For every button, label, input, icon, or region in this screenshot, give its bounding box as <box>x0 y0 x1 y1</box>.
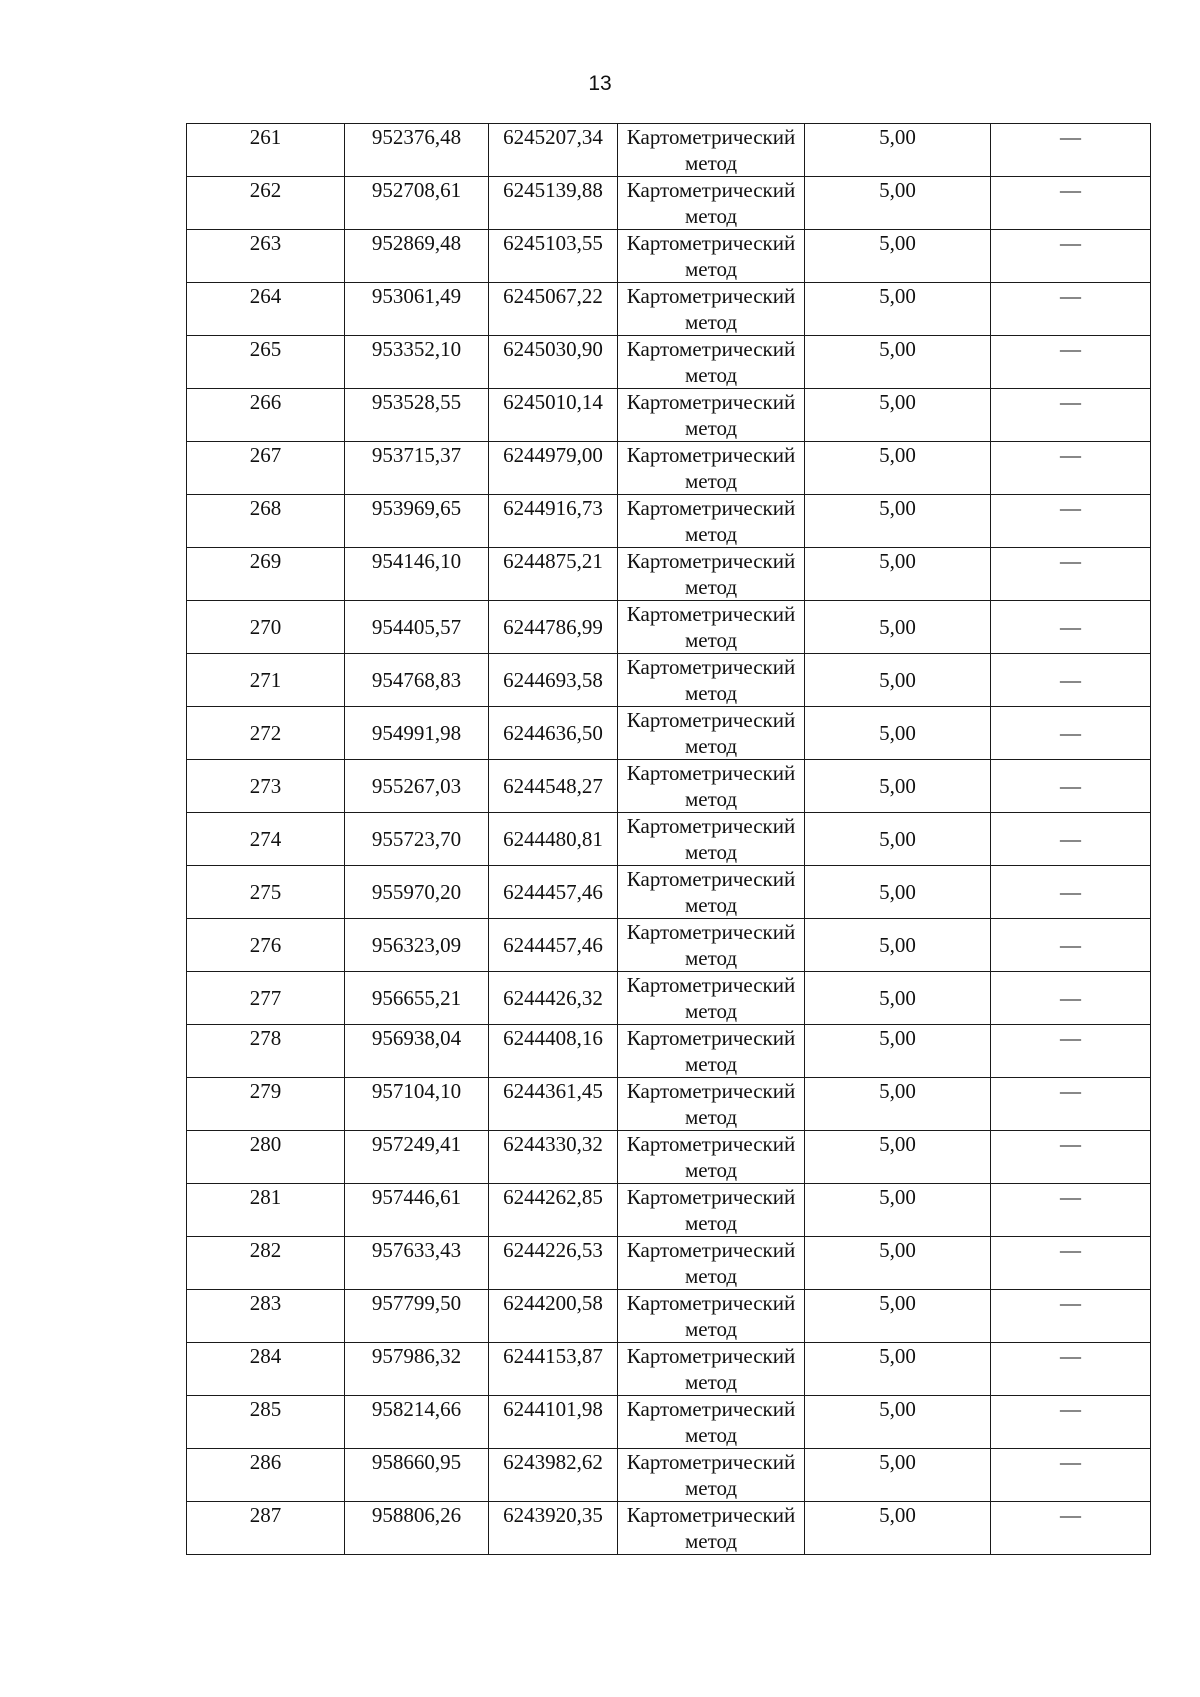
method-line-2: метод <box>684 1423 738 1447</box>
method-line-2: метод <box>684 416 738 440</box>
method-cell <box>618 1131 805 1184</box>
description-cell: — <box>991 1184 1151 1237</box>
method-line-1: Картометрический <box>626 337 796 361</box>
table-row <box>187 1343 1151 1396</box>
x-coordinate-cell: 958660,95 <box>345 1449 489 1502</box>
table-row <box>187 1184 1151 1237</box>
method-cell <box>618 1237 805 1290</box>
point-number-cell: 271 <box>187 654 345 707</box>
description-cell: — <box>991 1131 1151 1184</box>
description-cell: — <box>991 760 1151 813</box>
method-line-1: Картометрический <box>626 443 796 467</box>
accuracy-cell: 5,00 <box>805 1078 991 1131</box>
table-row <box>187 760 1151 813</box>
point-number-cell: 265 <box>187 336 345 389</box>
method-line-1: Картометрический <box>626 708 796 732</box>
description-cell: — <box>991 1237 1151 1290</box>
y-coordinate-cell: 6244979,00 <box>489 442 618 495</box>
table-row <box>187 1290 1151 1343</box>
table-row <box>187 813 1151 866</box>
description-cell: — <box>991 866 1151 919</box>
method-line-1: Картометрический <box>626 602 796 626</box>
x-coordinate-cell: 956323,09 <box>345 919 489 972</box>
table-row <box>187 1025 1151 1078</box>
method-line-1: Картометрический <box>626 867 796 891</box>
method-line-1: Картометрический <box>626 125 796 149</box>
method-line-2: метод <box>684 893 738 917</box>
x-coordinate-cell: 953528,55 <box>345 389 489 442</box>
x-coordinate-cell: 952376,48 <box>345 124 489 177</box>
accuracy-cell: 5,00 <box>805 1396 991 1449</box>
table-row <box>187 654 1151 707</box>
x-coordinate-cell: 955267,03 <box>345 760 489 813</box>
x-coordinate-cell: 952869,48 <box>345 230 489 283</box>
y-coordinate-cell: 6244408,16 <box>489 1025 618 1078</box>
description-cell: — <box>991 1290 1151 1343</box>
table-row <box>187 1131 1151 1184</box>
y-coordinate-cell: 6245030,90 <box>489 336 618 389</box>
method-line-2: метод <box>684 1370 738 1394</box>
accuracy-cell: 5,00 <box>805 972 991 1025</box>
method-line-2: метод <box>684 469 738 493</box>
method-line-2: метод <box>684 787 738 811</box>
method-line-1: Картометрический <box>626 1291 796 1315</box>
accuracy-cell: 5,00 <box>805 548 991 601</box>
accuracy-cell: 5,00 <box>805 1449 991 1502</box>
accuracy-cell: 5,00 <box>805 601 991 654</box>
description-cell: — <box>991 813 1151 866</box>
table-row <box>187 1449 1151 1502</box>
y-coordinate-cell: 6244457,46 <box>489 919 618 972</box>
y-coordinate-cell: 6244262,85 <box>489 1184 618 1237</box>
point-number-cell: 269 <box>187 548 345 601</box>
table-row <box>187 389 1151 442</box>
point-number-cell: 272 <box>187 707 345 760</box>
method-line-2: метод <box>684 257 738 281</box>
method-cell <box>618 283 805 336</box>
accuracy-cell: 5,00 <box>805 124 991 177</box>
method-cell <box>618 389 805 442</box>
x-coordinate-cell: 954991,98 <box>345 707 489 760</box>
x-coordinate-cell: 957986,32 <box>345 1343 489 1396</box>
point-number-cell: 264 <box>187 283 345 336</box>
x-coordinate-cell: 956938,04 <box>345 1025 489 1078</box>
x-coordinate-cell: 957633,43 <box>345 1237 489 1290</box>
point-number-cell: 285 <box>187 1396 345 1449</box>
method-line-1: Картометрический <box>626 973 796 997</box>
description-cell: — <box>991 1396 1151 1449</box>
method-line-1: Картометрический <box>626 549 796 573</box>
method-line-2: метод <box>684 1476 738 1500</box>
table-row <box>187 336 1151 389</box>
method-cell <box>618 972 805 1025</box>
method-line-2: метод <box>684 575 738 599</box>
method-line-1: Картометрический <box>626 761 796 785</box>
method-cell <box>618 919 805 972</box>
x-coordinate-cell: 954146,10 <box>345 548 489 601</box>
description-cell: — <box>991 1502 1151 1555</box>
description-cell: — <box>991 1449 1151 1502</box>
x-coordinate-cell: 957249,41 <box>345 1131 489 1184</box>
x-coordinate-cell: 958214,66 <box>345 1396 489 1449</box>
method-line-1: Картометрический <box>626 1503 796 1527</box>
description-cell: — <box>991 442 1151 495</box>
method-cell <box>618 230 805 283</box>
method-line-2: метод <box>684 1052 738 1076</box>
y-coordinate-cell: 6244875,21 <box>489 548 618 601</box>
accuracy-cell: 5,00 <box>805 1237 991 1290</box>
point-number-cell: 286 <box>187 1449 345 1502</box>
accuracy-cell: 5,00 <box>805 1502 991 1555</box>
method-line-1: Картометрический <box>626 1238 796 1262</box>
y-coordinate-cell: 6244226,53 <box>489 1237 618 1290</box>
coordinates-table <box>186 123 1151 1555</box>
description-cell: — <box>991 124 1151 177</box>
method-line-2: метод <box>684 1158 738 1182</box>
method-cell <box>618 336 805 389</box>
description-cell: — <box>991 230 1151 283</box>
method-line-1: Картометрический <box>626 178 796 202</box>
method-line-2: метод <box>684 681 738 705</box>
method-line-1: Картометрический <box>626 814 796 838</box>
method-cell <box>618 1396 805 1449</box>
accuracy-cell: 5,00 <box>805 813 991 866</box>
table-row <box>187 919 1151 972</box>
method-cell <box>618 707 805 760</box>
point-number-cell: 276 <box>187 919 345 972</box>
description-cell: — <box>991 972 1151 1025</box>
method-cell <box>618 548 805 601</box>
method-line-2: метод <box>684 734 738 758</box>
method-cell <box>618 177 805 230</box>
method-cell <box>618 124 805 177</box>
point-number-cell: 266 <box>187 389 345 442</box>
method-line-2: метод <box>684 1105 738 1129</box>
method-cell <box>618 1343 805 1396</box>
method-line-2: метод <box>684 1264 738 1288</box>
point-number-cell: 287 <box>187 1502 345 1555</box>
y-coordinate-cell: 6244361,45 <box>489 1078 618 1131</box>
method-line-1: Картометрический <box>626 1079 796 1103</box>
table-row <box>187 442 1151 495</box>
y-coordinate-cell: 6244548,27 <box>489 760 618 813</box>
point-number-cell: 284 <box>187 1343 345 1396</box>
method-cell <box>618 1290 805 1343</box>
method-line-2: метод <box>684 363 738 387</box>
method-line-1: Картометрический <box>626 1185 796 1209</box>
table-row <box>187 601 1151 654</box>
x-coordinate-cell: 955723,70 <box>345 813 489 866</box>
description-cell: — <box>991 177 1151 230</box>
method-line-1: Картометрический <box>626 1026 796 1050</box>
table-row <box>187 230 1151 283</box>
point-number-cell: 275 <box>187 866 345 919</box>
accuracy-cell: 5,00 <box>805 760 991 813</box>
method-line-1: Картометрический <box>626 920 796 944</box>
method-line-1: Картометрический <box>626 231 796 255</box>
x-coordinate-cell: 954768,83 <box>345 654 489 707</box>
point-number-cell: 273 <box>187 760 345 813</box>
point-number-cell: 261 <box>187 124 345 177</box>
accuracy-cell: 5,00 <box>805 866 991 919</box>
table-row <box>187 1078 1151 1131</box>
accuracy-cell: 5,00 <box>805 1131 991 1184</box>
point-number-cell: 280 <box>187 1131 345 1184</box>
accuracy-cell: 5,00 <box>805 1343 991 1396</box>
table-row <box>187 548 1151 601</box>
y-coordinate-cell: 6245067,22 <box>489 283 618 336</box>
point-number-cell: 267 <box>187 442 345 495</box>
table-row <box>187 283 1151 336</box>
x-coordinate-cell: 957104,10 <box>345 1078 489 1131</box>
x-coordinate-cell: 953969,65 <box>345 495 489 548</box>
method-cell <box>618 1502 805 1555</box>
table-row <box>187 866 1151 919</box>
accuracy-cell: 5,00 <box>805 1290 991 1343</box>
method-line-1: Картометрический <box>626 1132 796 1156</box>
method-cell <box>618 442 805 495</box>
table-row <box>187 972 1151 1025</box>
y-coordinate-cell: 6244786,99 <box>489 601 618 654</box>
method-line-1: Картометрический <box>626 1450 796 1474</box>
point-number-cell: 281 <box>187 1184 345 1237</box>
method-line-1: Картометрический <box>626 1397 796 1421</box>
method-line-1: Картометрический <box>626 655 796 679</box>
x-coordinate-cell: 952708,61 <box>345 177 489 230</box>
method-line-2: метод <box>684 522 738 546</box>
description-cell: — <box>991 389 1151 442</box>
accuracy-cell: 5,00 <box>805 177 991 230</box>
y-coordinate-cell: 6244200,58 <box>489 1290 618 1343</box>
method-cell <box>618 601 805 654</box>
method-line-2: метод <box>684 151 738 175</box>
method-line-2: метод <box>684 1317 738 1341</box>
method-line-2: метод <box>684 946 738 970</box>
method-cell <box>618 495 805 548</box>
method-line-2: метод <box>684 628 738 652</box>
point-number-cell: 263 <box>187 230 345 283</box>
x-coordinate-cell: 955970,20 <box>345 866 489 919</box>
x-coordinate-cell: 953061,49 <box>345 283 489 336</box>
method-line-2: метод <box>684 1211 738 1235</box>
y-coordinate-cell: 6245010,14 <box>489 389 618 442</box>
y-coordinate-cell: 6244330,32 <box>489 1131 618 1184</box>
y-coordinate-cell: 6244101,98 <box>489 1396 618 1449</box>
x-coordinate-cell: 953352,10 <box>345 336 489 389</box>
x-coordinate-cell: 957799,50 <box>345 1290 489 1343</box>
table-body <box>187 124 1151 1555</box>
table-row <box>187 495 1151 548</box>
y-coordinate-cell: 6245103,55 <box>489 230 618 283</box>
y-coordinate-cell: 6244153,87 <box>489 1343 618 1396</box>
method-line-2: метод <box>684 999 738 1023</box>
y-coordinate-cell: 6244636,50 <box>489 707 618 760</box>
point-number-cell: 282 <box>187 1237 345 1290</box>
accuracy-cell: 5,00 <box>805 1025 991 1078</box>
description-cell: — <box>991 548 1151 601</box>
description-cell: — <box>991 601 1151 654</box>
method-cell <box>618 1184 805 1237</box>
description-cell: — <box>991 654 1151 707</box>
method-line-1: Картометрический <box>626 390 796 414</box>
point-number-cell: 270 <box>187 601 345 654</box>
accuracy-cell: 5,00 <box>805 654 991 707</box>
method-line-2: метод <box>684 1529 738 1553</box>
x-coordinate-cell: 956655,21 <box>345 972 489 1025</box>
accuracy-cell: 5,00 <box>805 442 991 495</box>
accuracy-cell: 5,00 <box>805 389 991 442</box>
point-number-cell: 277 <box>187 972 345 1025</box>
y-coordinate-cell: 6245139,88 <box>489 177 618 230</box>
x-coordinate-cell: 958806,26 <box>345 1502 489 1555</box>
point-number-cell: 283 <box>187 1290 345 1343</box>
table-row <box>187 707 1151 760</box>
y-coordinate-cell: 6244480,81 <box>489 813 618 866</box>
y-coordinate-cell: 6243982,62 <box>489 1449 618 1502</box>
description-cell: — <box>991 1025 1151 1078</box>
method-line-1: Картометрический <box>626 284 796 308</box>
y-coordinate-cell: 6244426,32 <box>489 972 618 1025</box>
x-coordinate-cell: 957446,61 <box>345 1184 489 1237</box>
method-line-2: метод <box>684 840 738 864</box>
method-line-2: метод <box>684 204 738 228</box>
point-number-cell: 278 <box>187 1025 345 1078</box>
accuracy-cell: 5,00 <box>805 336 991 389</box>
y-coordinate-cell: 6244916,73 <box>489 495 618 548</box>
table-row <box>187 124 1151 177</box>
accuracy-cell: 5,00 <box>805 919 991 972</box>
method-cell <box>618 866 805 919</box>
description-cell: — <box>991 1078 1151 1131</box>
table-row <box>187 177 1151 230</box>
description-cell: — <box>991 707 1151 760</box>
method-cell <box>618 1449 805 1502</box>
method-cell <box>618 1078 805 1131</box>
table-row <box>187 1396 1151 1449</box>
accuracy-cell: 5,00 <box>805 230 991 283</box>
method-line-2: метод <box>684 310 738 334</box>
accuracy-cell: 5,00 <box>805 495 991 548</box>
method-cell <box>618 654 805 707</box>
description-cell: — <box>991 1343 1151 1396</box>
method-cell <box>618 813 805 866</box>
description-cell: — <box>991 283 1151 336</box>
method-cell <box>618 1025 805 1078</box>
x-coordinate-cell: 954405,57 <box>345 601 489 654</box>
point-number-cell: 274 <box>187 813 345 866</box>
y-coordinate-cell: 6243920,35 <box>489 1502 618 1555</box>
point-number-cell: 262 <box>187 177 345 230</box>
accuracy-cell: 5,00 <box>805 1184 991 1237</box>
method-line-1: Картометрический <box>626 496 796 520</box>
point-number-cell: 279 <box>187 1078 345 1131</box>
y-coordinate-cell: 6244457,46 <box>489 866 618 919</box>
description-cell: — <box>991 919 1151 972</box>
method-line-1: Картометрический <box>626 1344 796 1368</box>
description-cell: — <box>991 336 1151 389</box>
table-row <box>187 1502 1151 1555</box>
description-cell: — <box>991 495 1151 548</box>
x-coordinate-cell: 953715,37 <box>345 442 489 495</box>
method-cell <box>618 760 805 813</box>
y-coordinate-cell: 6244693,58 <box>489 654 618 707</box>
y-coordinate-cell: 6245207,34 <box>489 124 618 177</box>
table-row <box>187 1237 1151 1290</box>
accuracy-cell: 5,00 <box>805 283 991 336</box>
accuracy-cell: 5,00 <box>805 707 991 760</box>
page-number: 13 <box>588 72 612 95</box>
point-number-cell: 268 <box>187 495 345 548</box>
